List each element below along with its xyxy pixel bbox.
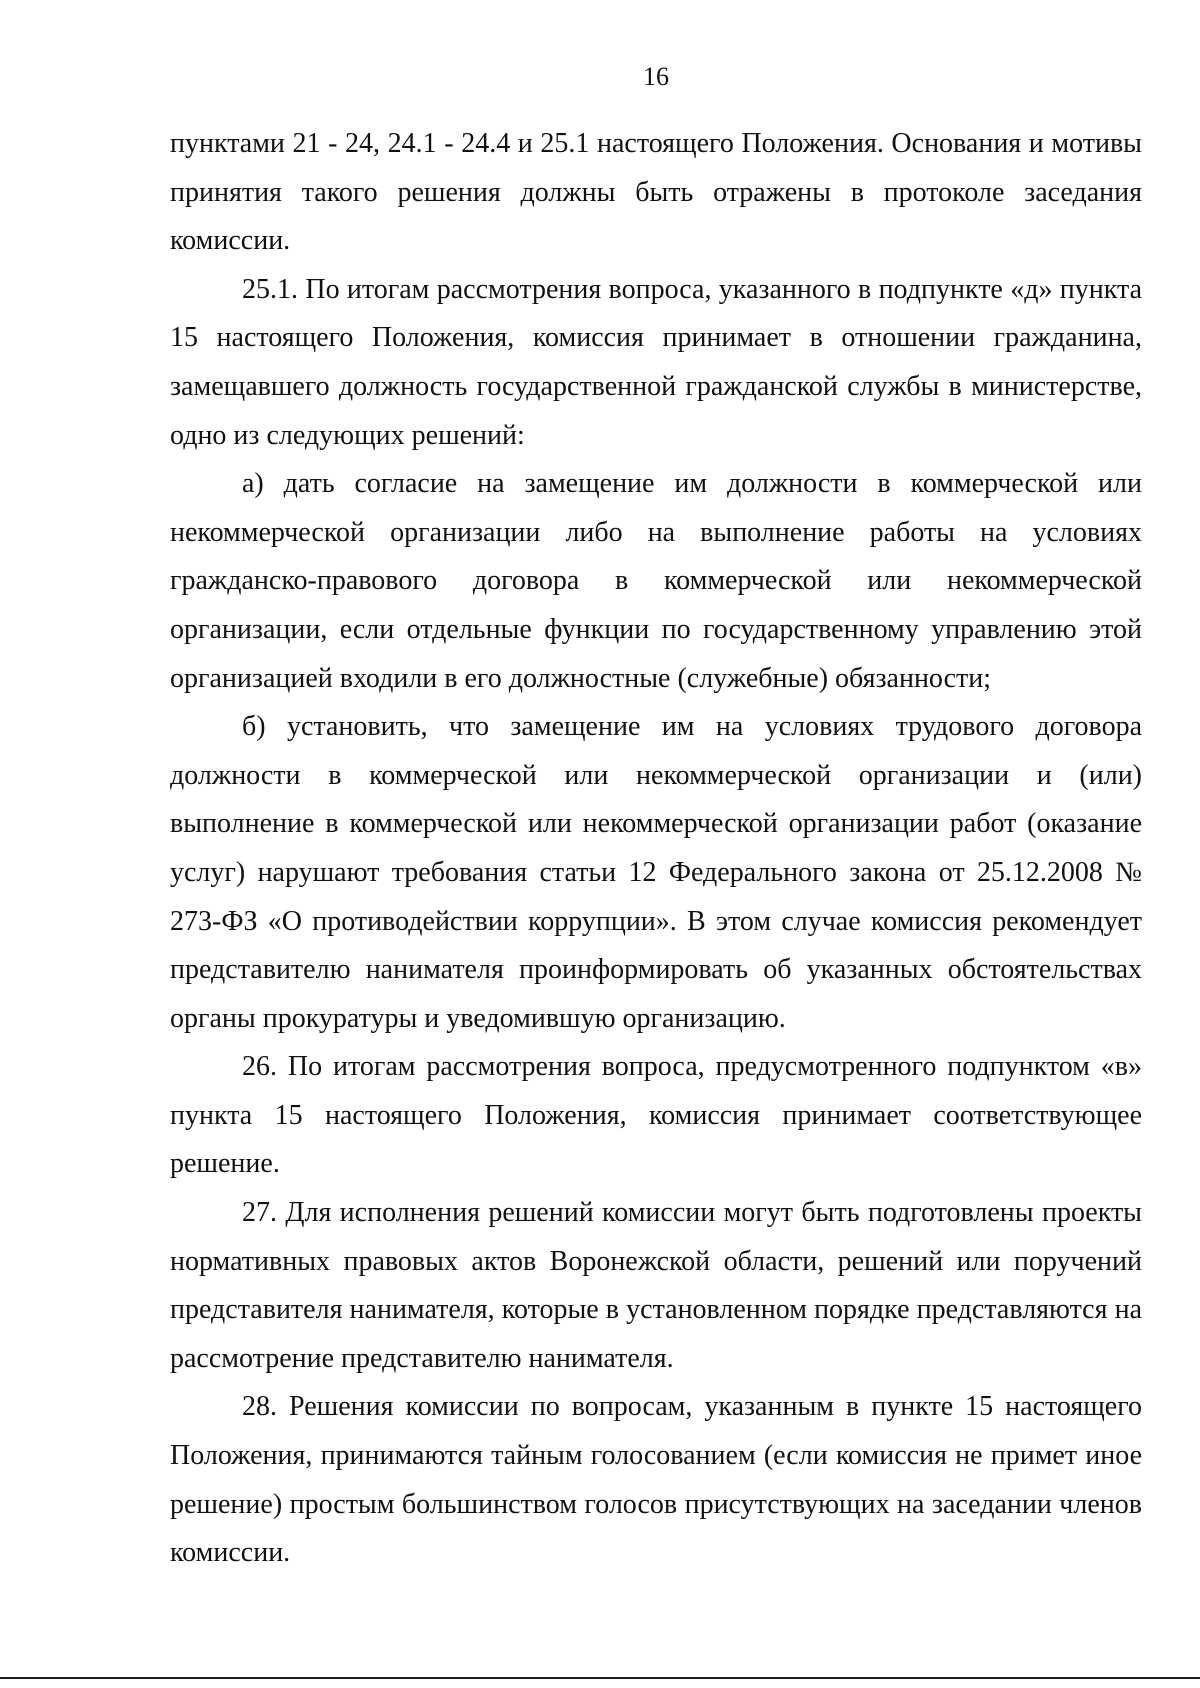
document-body (170, 120, 1142, 1578)
paragraph-25-1: 25.1. По итогам рассмотрения вопроса, указанного в подпункте «д» пункта 15 настоящего Положения, комиссия принимает в отношении гражданина, замещавшего должность государственной гражданской службы в министерстве, одно из следующих решений: (170, 273, 1142, 451)
paragraph-continuation: пунктами 21 - 24, 24.1 - 24.4 и 25.1 настоящего Положения. Основания и мотивы принятия такого решения должны быть отражены в протоколе заседания комиссии. (170, 128, 1142, 257)
paragraph-25-1-b: б) установить, что замещение им на условиях трудового договора должности в коммерческой или некоммерческой организации и (или) выполнение в коммерческой или некоммерческой организации работ (оказание услуг) нарушают требования статьи 12 Федерального закона от 25.12.2008 № 273-ФЗ «О противодействии коррупции». В этом случае комиссия рекомендует представителю нанимателя проинформировать об указанных обстоятельствах органы прокуратуры и уведомившую организацию. (170, 711, 1142, 1034)
paragraph-26: 26. По итогам рассмотрения вопроса, предусмотренного подпунктом «в» пункта 15 настоящего Положения, комиссия принимает соответствующее решение. (170, 1051, 1142, 1180)
bottom-border-line (0, 1677, 1200, 1679)
paragraph-25-1-a: а) дать согласие на замещение им должности в коммерческой или некоммерческой организации либо на выполнение работы на условиях гражданско-правового договора в коммерческой или некоммерческой организации, если отдельные функции по государственному управлению этой организацией входили в его должностные (служебные) обязанности; (170, 468, 1142, 694)
paragraph-27: 27. Для исполнения решений комиссии могут быть подготовлены проекты нормативных правовых актов Воронежской области, решений или поручений представителя нанимателя, которые в установленном порядке представляются на рассмотрение представителю нанимателя. (170, 1197, 1142, 1374)
paragraph-28: 28. Решения комиссии по вопросам, указанным в пункте 15 настоящего Положения, принимаются тайным голосованием (если комиссия не примет иное решение) простым большинством голосов присутствующих на заседании членов комиссии. (170, 1391, 1142, 1569)
page-number: 16 (643, 62, 669, 91)
